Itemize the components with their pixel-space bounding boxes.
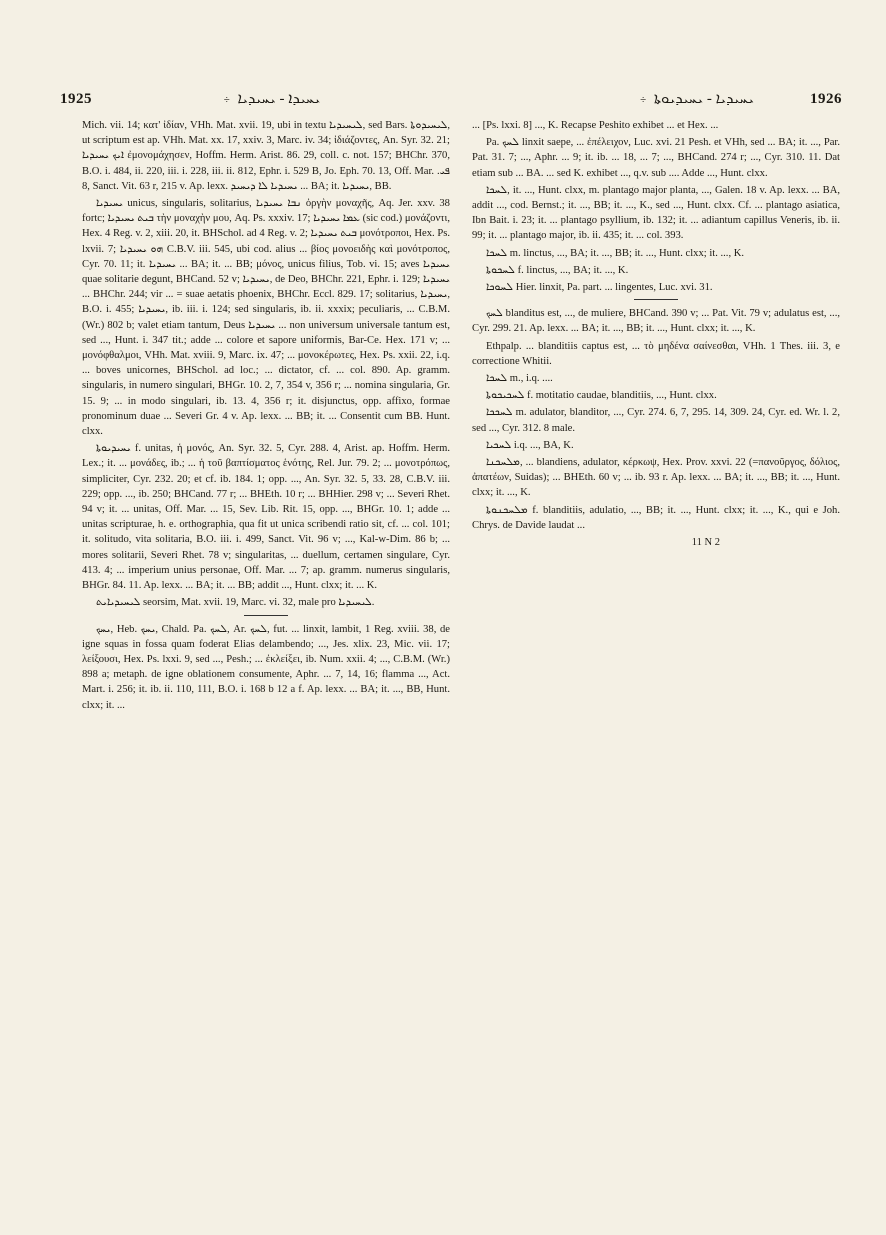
- entry-paragraph: ܝܚܝܕܝܘܬܐ f. unitas, ἡ μονός, An. Syr. 32. 5, Cyr. 288. 4, Arist. ap. Hoffm. Herm. Lex.; it. ... μονάδες, ib.; ... ἡ τοῦ βαπτίσματος ἑνότης, Rel. Jur. 79. 2; ... μονοτρόπως, simpliciter, Cyr. 232. 20; et cf. ib. 184. 1; opp. ..., An. Syr. 32. 5, 33. 28, C.B.V. iii. 229; opp. ..., ib. 250; BHCand. 77 r; ... BHEth. 10 r; ... BHHier. 298 v; ... Severi Rhet. 94 v; it. ... unitas, Off. Mar. ... 15, Sev. Lib. Rit. 15, opp. ..., BHGr. 10. 1; adde ... unitas scripturae, h. e. orthographia, qua fit ut unica scribendi ratio sit, cf. ... col. 101; it. solitudo, vita solitaria, B.O. iii. i. 499, Sanct. Vit. 96 v; ..., Kal-w-Dim. 86 b; ... mores solitarii, Severi Rhet. 78 v; singularitas, ... duellum, certamen singulare, Cyr. 413. 4; ... imperium unius personae, Off. Mar. ... 7; ap. gramm. numerus singularis, BHGr. 84. 11. Ap. lexx. ... BA; it. ... BB; addit ..., Hunt. clxx; it. ... K.: [82, 443, 450, 592]
- running-head-left-text: ܝܚܝܕܐ - ܝܚܝܕܝܐ: [237, 91, 321, 107]
- entry-paragraph: ܠܚܟ blanditus est, ..., de muliere, BHCand. 390 v; ... Pat. Vit. 79 v; adulatus est, ..., Cyr. 299. 21. Ap. lexx. ... BA; it. ..., BB; it. ..., Hunt. clxx; it. ..., K.: [472, 308, 840, 335]
- left-column: [82, 118, 450, 1211]
- entry-paragraph: ܠܚܘܟܐ Hier. linxit, Pa. part. ... lingentes, Luc. xvi. 31.: [486, 282, 713, 294]
- running-head-right: [570, 90, 820, 108]
- entry-paragraph: ܝܚܝܕܝܐ unicus, singularis, solitarius, ܢܒܐ ܝܚܝܕܝܐ ὀργὴν μοναχῆς, Aq. Jer. xxv. 38 fortc; ܒܝܬ ܝܚܝܕܝܐ τὴν μοναχὴν μου, Aq. Ps. xxxiv. 17; ܥܡܐ ܝܚܝܕܝܐ (sic cod.) μονάζοντι, Hex. 4 Reg. v. 2, xiii. 20, it. BHSchol. ad 4 Reg. v. 2; ܒܝܬ ܝܚܝܕܝܐ μονότροποι, Hex. Ps. lxvii. 7; ܗܘ ܝܚܝܕܝܐ C.B.V. iii. 545, ubi cod. alius ... βίος μονοειδὴς καὶ μονότροπος, Cyr. 70. 11; it. ܝܚܝܕܝܐ ... BA; it. ... BB; μόνος, unicus filius, Tob. vi. 15; aves ܝܚܝܕܝܐ quae solitarie degunt, BHCand. 52 v; ܝܚܝܕܝܐ, de Deo, BHChr. 221, Ephr. i. 129; ܝܚܝܕܝܐ ... BHChr. 244; vir ... = suae aetatis phoenix, BHChr. Eccl. 829. 17; solitarius, ܝܚܝܕܝܐ, B.O. i. 455; ܝܚܝܕܝܐ, ib. iii. i. 124; sed singularis, ib. ii. xxxix; peculiaris, ... C.B.M. (Wr.) 802 b; valet etiam tantum, Deus ܝܚܝܕܝܐ ... non universum universale tantum est, sed ..., Hunt. i. 347 tit.; adde ... colore et sapore uniformis, Bar-Ce. Hex. 171 v; ... μονόφθαλμοι, VHh. Mat. xviii. 9, Marc. ix. 47; ... μονοκέρωτες, Hex. Ps. xxii. 22, i.q. ... boves unicornes, BHSchol. ad loc.; ... dictator, cf. ... col. 890. Ap. gramm. singularis, in numero singulari, BHGr. 10. 2, 7, 354 v, 356 r; ... nomina singularia, Gr. 15. 9; ... in modo singulari, ib. 13. 4, 356 r; it. disjunctus, opp. affixo, formae pronominum duae ... Severi Gr. 4 v. Ap. lexx. ... BB; it. ... Consentit cum BB. Hunt. clxx.: [82, 198, 450, 438]
- running-head-right-text: ܝܚܝܕܝܐ - ܝܚܝܕܝܘܬܐ: [653, 91, 754, 107]
- text-columns: [82, 118, 840, 1211]
- ornament-left: ÷: [223, 94, 230, 106]
- entry-paragraph: ܠܚܟܟܐ m. adulator, blanditor, ..., Cyr. 274. 6, 7, 295. 14, 309. 24, Cyr. ed. Wr. l. 2, sed ..., Cyr. 312. 8 male.: [472, 407, 840, 434]
- page-number-left: 1925: [60, 90, 92, 107]
- right-column: [472, 118, 840, 1211]
- entry-divider: [244, 615, 288, 616]
- ornament-right: ÷: [640, 94, 647, 106]
- page-number-right: 1926: [810, 90, 842, 107]
- entry-paragraph: ... [Ps. lxxi. 8] ..., K. Recapse Peshito exhibet ... et Hex. ...: [472, 120, 719, 131]
- entry-paragraph: Ethpalp. ... blanditiis captus est, ... τὸ μηδένα σαίνεσθαι, VHh. 1 Thes. iii. 3, e correctione Whitii.: [472, 340, 840, 367]
- entry-paragraph: ܝܚܟ, Heb. ܝܚܟ, Chald. Pa. ܠܚܟ, Ar. ܠܚܟ, fut. ... linxit, lambit, 1 Reg. xviii. 38, de igne squas in fossa quam foderat Elias delambendo; ..., Jes. xlix. 23, Mic. vii. 17; λείξουσι, Hex. Ps. lxxi. 9, sed ..., Pesh.; ... ἐκλείξει, ib. Num. xxii. 4; ..., C.B.M. (Wr.) 898 a; metaph. de igne oblationem consumente, Aphr. ... 7, 14, 16; flamma ..., Act. Mart. i. 256; it. ib. ii. 110, 111, B.O. i. 168 b 12 a f. Ap. lexx. ... BA; it. ..., BB, Hunt. clxx; it. ...: [82, 623, 450, 711]
- entry-paragraph: ܠܚܟܐ, it. ..., Hunt. clxx, m. plantago major planta, ..., Galen. 18 v. Ap. lexx. ... BA, addit ..., cod. Bernst.; it. ..., BB; it. ..., K., sed ..., Hunt. clxx. Cf. ... plantago asiatica, Ibn Bait. i. 23; it. ... plantago psyllium, ib. 132; it. ... adiantum capillus Veneris, ib. ii. 99; it. ... plantago major, ib. ii. 435; it. ... col. 393.: [472, 184, 840, 242]
- entry-paragraph: ܡܠܚܟܢܘܬܐ f. blanditiis, adulatio, ..., BB; it. ..., Hunt. clxx; it. ..., K., qui e Joh. Chrys. de Davide laudat ...: [472, 504, 840, 531]
- entry-paragraph: ܠܝܚܝܕܝܐܝܬ seorsim, Mat. xvii. 19, Marc. vi. 32, male pro ܠܝܚܝܕܝܐ.: [96, 597, 375, 609]
- signature-mark: 11 N 2: [691, 537, 720, 549]
- entry-paragraph: ܠܚܟܐ m., i.q. ....: [486, 373, 553, 385]
- entry-paragraph: Mich. vii. 14; κατ' ἰδίαν, VHh. Mat. xvii. 19, ubi in textu ܠܝܚܝܕܝܐ, sed Bars. ܠܝܚܝܕܘܬܐ, ut scriptum est ap. VHh. Mat. xx. 17, xxiv. 3, Marc. iv. 34; ἰδιάζοντες, An. Syr. 32. 21; ܐܝܟ ܝܚܝܕܝܐ ἐμονομάχησεν, Hoffm. Herm. Arist. 86. 29, coll. c. not. 157; BHChr. 370, B.O. i. 484, ii. 220, iii. i. 228, iii. ii. 812, Ephr. i. 529 B, Jo. Eph. 70. 13, Off. Mar. ܦܝ. 8, Sanct. Vit. 63 r, 215 v. Ap. lexx. ܝܚܝܕܝܐ ܠܐ ܕܝܚܝܕ ... BA; it. ܝܚܝܕܝܐ, BB.: [82, 120, 450, 192]
- entry-paragraph: ܠܚܟܐ m. linctus, ..., BA; it. ..., BB; it. ..., Hunt. clxx; it. ..., K.: [486, 247, 745, 259]
- entry-paragraph: ܠܚܟܘܬܐ f. linctus, ..., BA; it. ..., K.: [486, 264, 629, 276]
- entry-paragraph: Pa. ܠܚܟ linxit saepe, ... ἐπέλειχον, Luc. xvi. 21 Pesh. et VHh, sed ... BA; it. ..., Par. Pat. 31. 7; ..., Aphr. ... 9; it. ib. ... 18, ... 7; ..., BHCand. 274 r; ..., Cyr. 310. 11. Dat etiam sub ... BA. ... sed K. exhibet ..., q.v. sub .... Adde ..., Hunt. clxx.: [472, 137, 840, 179]
- running-head-left: [155, 90, 385, 108]
- entry-paragraph: ܠܚܟܝܐ i.q. ..., BA, K.: [486, 439, 574, 451]
- entry-paragraph: ܠܚܟܝܟܘܬܐ f. motitatio caudae, blanditiis, ..., Hunt. clxx.: [486, 390, 717, 402]
- entry-divider: [634, 299, 678, 300]
- page-header: [60, 88, 842, 110]
- entry-paragraph: ܡܠܚܟܢܐ, ... blandiens, adulator, κέρκωψ, Hex. Prov. xxvi. 22 (=πανοῦργος, δόλιος, ἀπατέων, Suidas); ... BHEth. 60 v; ... ib. 93 r. Ap. lexx. ... BA; it. ..., BB; it. ..., Hunt. clxx; it. ..., K.: [472, 457, 840, 499]
